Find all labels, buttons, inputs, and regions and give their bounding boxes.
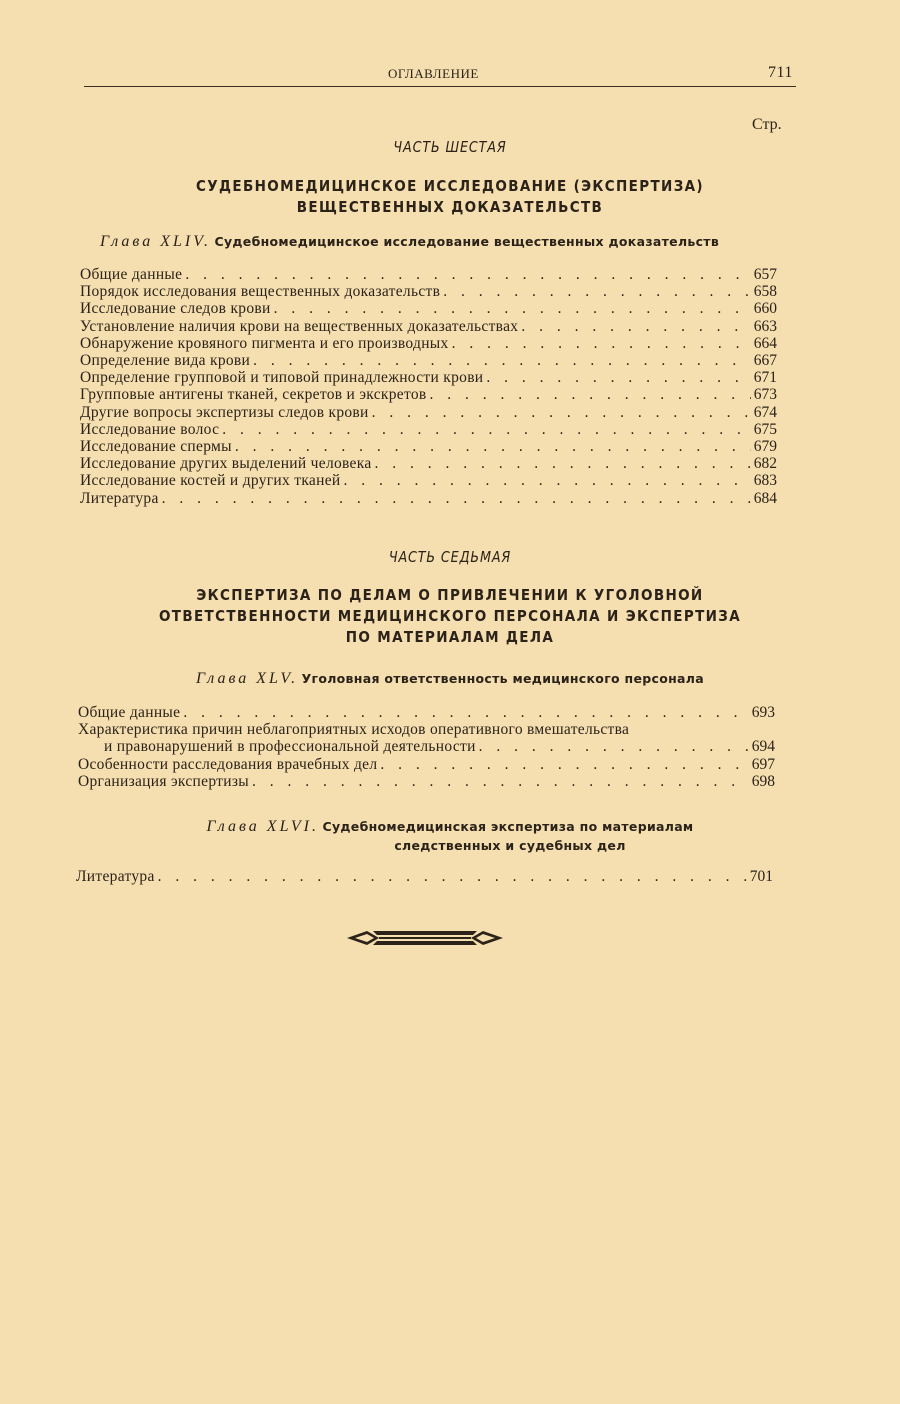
dot-leader (486, 369, 750, 386)
dot-leader (372, 404, 751, 421)
toc-entry-page: 679 (753, 438, 777, 456)
toc-entry[interactable] (80, 283, 777, 300)
chapter-title: следственных и судебных дел (394, 838, 626, 853)
toc-entry-page: 674 (753, 403, 777, 421)
dot-leader (183, 704, 748, 721)
part7-label: ЧАСТЬ СЕДЬМАЯ (388, 548, 512, 566)
dot-leader (162, 490, 751, 507)
chapter-44-heading (100, 233, 780, 252)
dot-leader (479, 738, 749, 755)
toc-entry-page: 658 (753, 283, 777, 301)
toc-entry-page: 663 (753, 317, 777, 335)
toc-entry[interactable] (80, 421, 777, 438)
toc-entry-continuation[interactable] (78, 738, 775, 755)
chapter-46-heading (60, 818, 840, 856)
header-rule (84, 86, 796, 87)
toc-entry-page: 694 (751, 738, 775, 756)
part6-title (99, 176, 801, 218)
toc-list-44 (80, 266, 777, 507)
toc-entry-title: Особенности расследования врачебных дел (78, 755, 378, 773)
toc-entry[interactable] (78, 704, 775, 721)
part6-title-line: ВЕЩЕСТВЕННЫХ ДОКАЗАТЕЛЬСТВ (296, 198, 604, 216)
dot-leader (253, 352, 751, 369)
toc-entry-title: Определение вида крови (80, 352, 251, 370)
chapter-label: Глава XLVI. (206, 818, 319, 835)
toc-entry-page: 697 (751, 755, 775, 773)
toc-entry-page: 682 (753, 455, 777, 473)
dot-leader (252, 773, 749, 790)
header-title: ОГЛАВЛЕНИЕ (388, 66, 479, 81)
toc-entry-title: Определение групповой и типовой принадлежности крови (80, 369, 484, 387)
toc-entry-page: 660 (753, 300, 777, 318)
toc-entry-title: Установление наличия крови на вещественных доказательствах (80, 317, 519, 335)
toc-entry-title: Исследование волос (80, 420, 220, 438)
toc-entry-page: 657 (753, 266, 777, 283)
toc-entry[interactable] (80, 490, 777, 507)
toc-entry-title: Общие данные (78, 704, 181, 721)
toc-entry-page: 675 (753, 420, 777, 438)
part6-label: ЧАСТЬ ШЕСТАЯ (393, 138, 507, 156)
chapter-title: Уголовная ответственность медицинского персонала (301, 671, 704, 686)
toc-entry[interactable] (80, 352, 777, 369)
chapter-title: Судебномедицинское исследование вещественных доказательств (214, 234, 720, 249)
toc-entry[interactable] (80, 438, 777, 455)
part6-title-line: СУДЕБНОМЕДИЦИНСКОЕ ИССЛЕДОВАНИЕ (ЭКСПЕРТИЗА) (196, 177, 704, 195)
toc-entry[interactable] (80, 369, 777, 386)
toc-list-46 (76, 868, 773, 885)
toc-entry-page: 698 (751, 772, 775, 790)
toc-list-45 (78, 704, 775, 790)
part7-title-line: ЭКСПЕРТИЗА ПО ДЕЛАМ О ПРИВЛЕЧЕНИИ К УГОЛОВНОЙ (196, 586, 704, 604)
chapter-45-heading (60, 670, 840, 689)
toc-entry-title: Исследование спермы (80, 438, 232, 456)
toc-entry-title: Обнаружение кровяного пигмента и его производных (80, 334, 449, 352)
toc-entry-page: 684 (753, 489, 777, 507)
toc-entry[interactable] (76, 868, 773, 885)
toc-entry-title: Литература (76, 868, 155, 885)
toc-entry-page: 683 (753, 472, 777, 490)
toc-entry[interactable] (80, 455, 777, 472)
dot-leader (235, 438, 751, 455)
page-number: 711 (768, 64, 793, 81)
dot-leader (521, 318, 750, 335)
part7-title (99, 585, 801, 648)
toc-entry-page: 693 (751, 704, 775, 721)
part7-title-line: ПО МАТЕРИАЛАМ ДЕЛА (345, 628, 555, 646)
toc-entry[interactable] (78, 721, 775, 738)
toc-entry-title: Другие вопросы экспертизы следов крови (80, 403, 369, 421)
toc-entry[interactable] (80, 318, 777, 335)
dot-leader (343, 472, 750, 489)
toc-entry-title: Исследование следов крови (80, 300, 271, 318)
toc-entry[interactable] (80, 266, 777, 283)
toc-entry[interactable] (80, 472, 777, 489)
toc-entry-title: Общие данные (80, 266, 183, 283)
toc-entry-title: Исследование костей и других тканей (80, 472, 341, 490)
toc-entry-title: Порядок исследования вещественных доказательств (80, 283, 441, 301)
toc-entry-page: 664 (753, 334, 777, 352)
toc-entry[interactable] (78, 756, 775, 773)
toc-entry-page: 667 (753, 352, 777, 370)
toc-entry-page: 701 (749, 868, 773, 885)
toc-entry[interactable] (80, 335, 777, 352)
dot-leader (443, 283, 751, 300)
dot-leader (222, 421, 751, 438)
page-column-label: Стр. (752, 116, 782, 133)
toc-entry[interactable] (80, 404, 777, 421)
toc-entry-title: Организация экспертизы (78, 772, 249, 790)
dot-leader (452, 335, 751, 352)
toc-entry[interactable] (80, 300, 777, 317)
dot-leader (380, 756, 748, 773)
toc-entry-title: и правонарушений в профессиональной деятельности (104, 738, 476, 756)
toc-entry-title: Групповые антигены тканей, секретов и экскретов (80, 386, 427, 404)
toc-entry-title: Литература (80, 489, 159, 507)
toc-entry[interactable] (78, 773, 775, 790)
dot-leader (185, 266, 750, 283)
dot-leader (430, 386, 751, 403)
dot-leader (375, 455, 751, 472)
toc-entry-title: Исследование других выделений человека (80, 455, 372, 473)
chapter-label: Глава XLIV. (100, 233, 211, 250)
ornament-divider-icon (345, 925, 505, 951)
chapter-title: Судебномедицинская экспертиза по материалам (322, 819, 694, 834)
toc-entry-title: Характеристика причин неблагоприятных исходов оперативного вмешательства (78, 721, 630, 739)
dot-leader (158, 868, 747, 885)
chapter-label: Глава XLV. (196, 670, 299, 687)
toc-entry-page: 671 (753, 369, 777, 387)
toc-entry[interactable] (80, 386, 777, 403)
dot-leader (274, 300, 751, 317)
part7-title-line: ОТВЕТСТВЕННОСТИ МЕДИЦИНСКОГО ПЕРСОНАЛА И ЭКСПЕРТИЗА (158, 607, 742, 625)
toc-entry-page: 673 (753, 386, 777, 404)
